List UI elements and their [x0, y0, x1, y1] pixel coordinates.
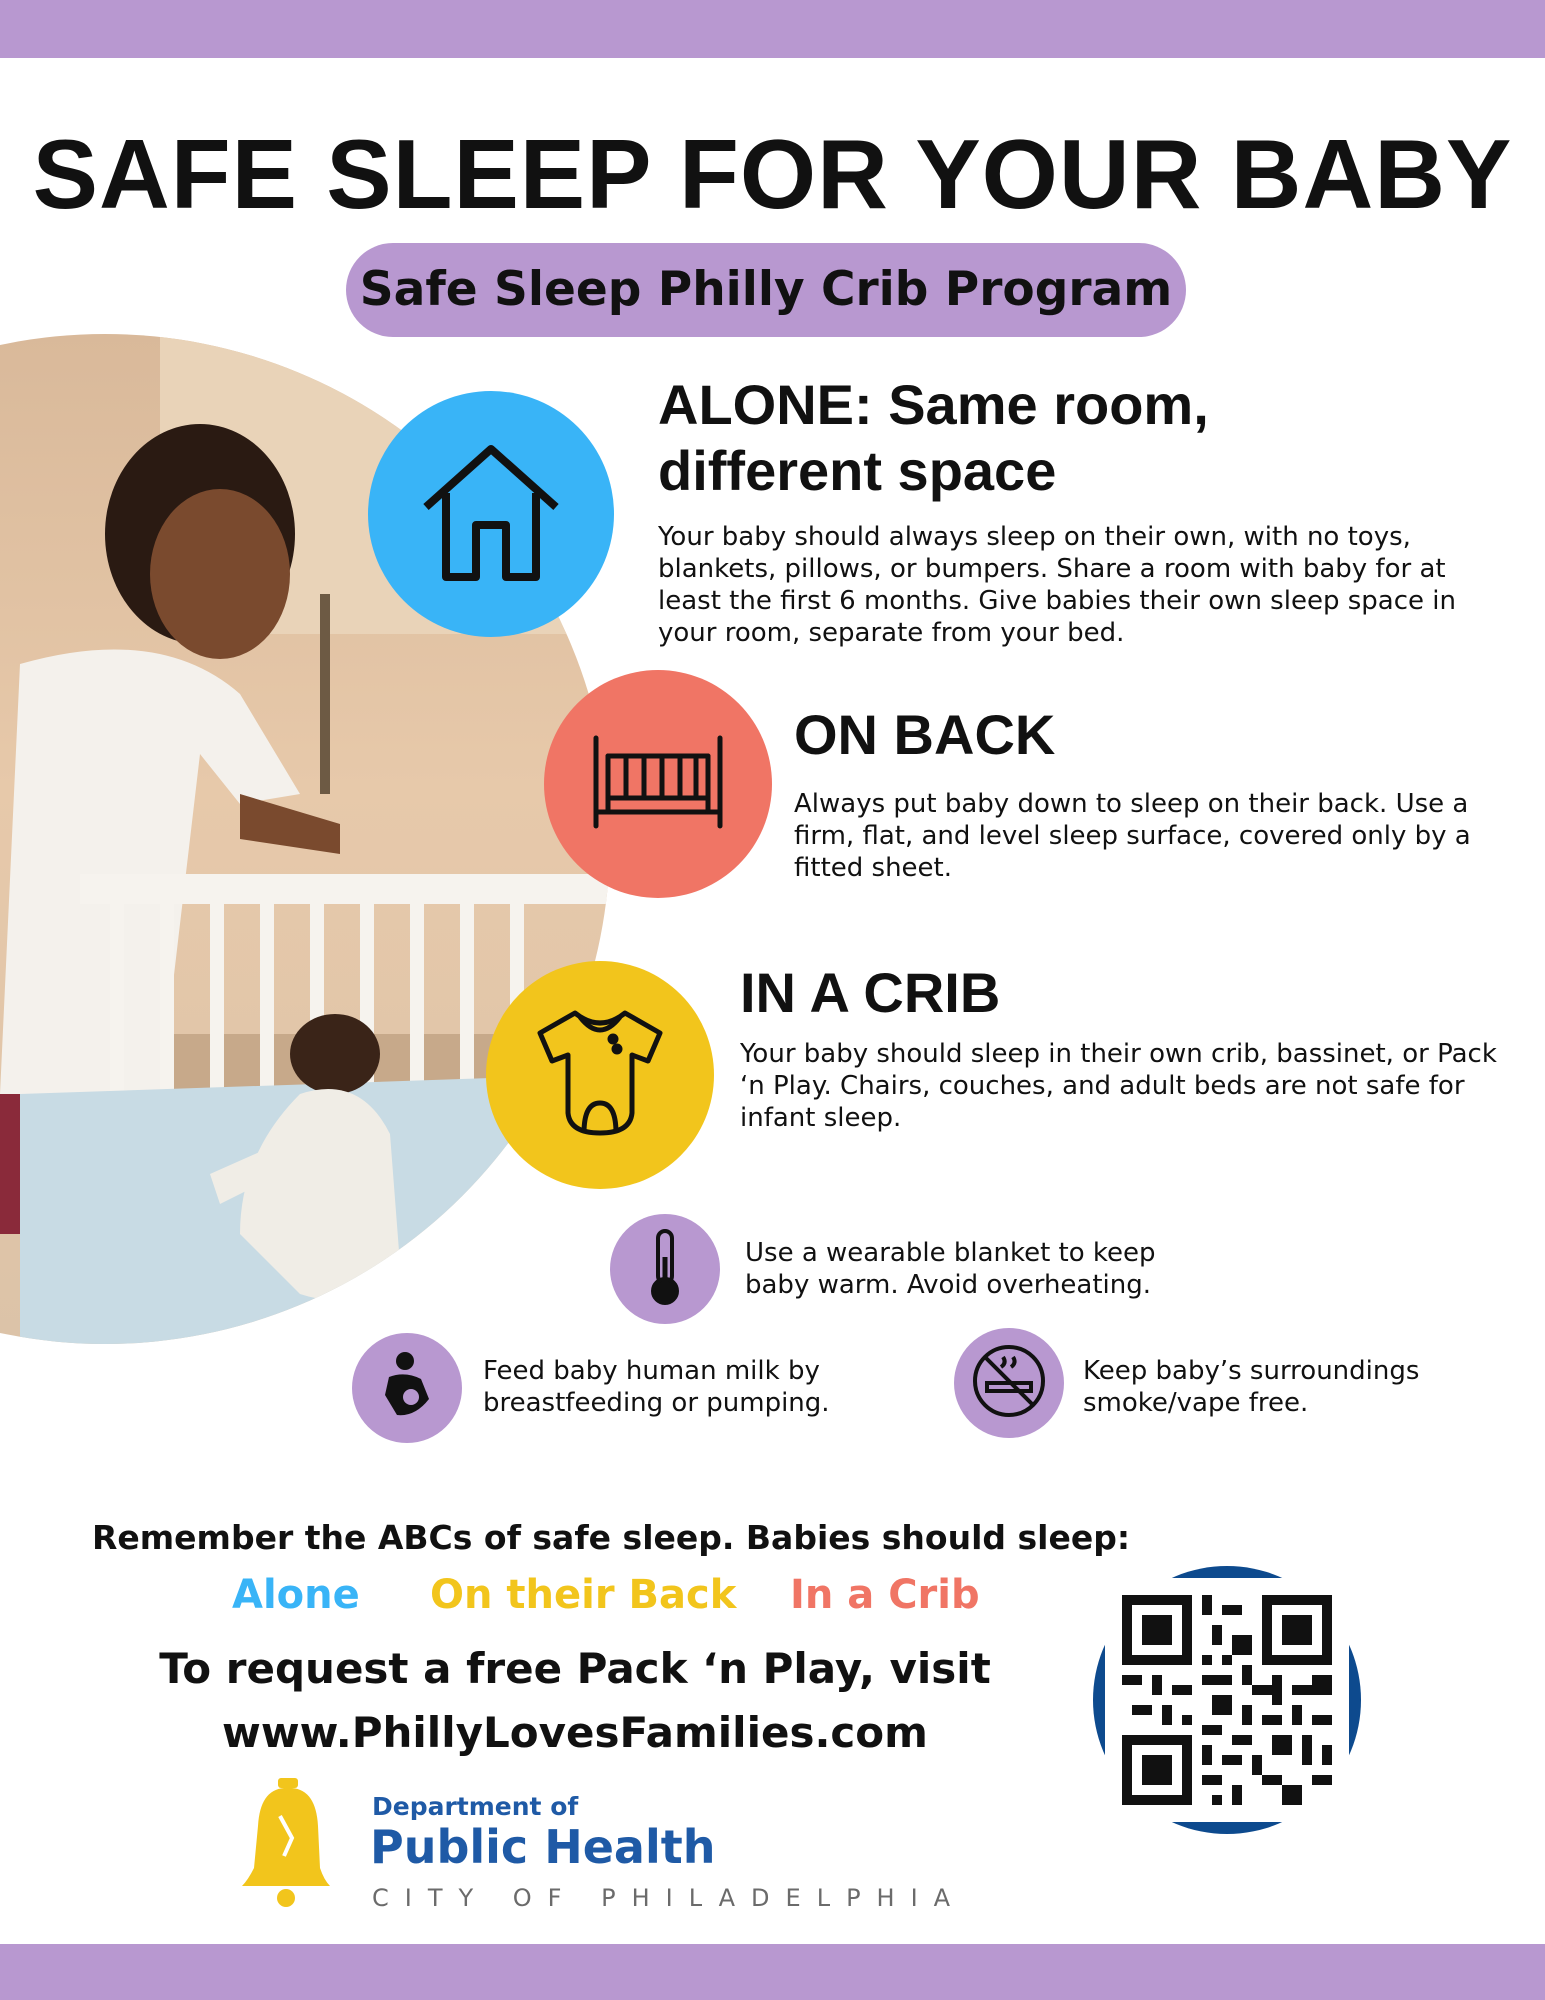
feeding-circle — [352, 1333, 462, 1443]
on-back-text: Always put baby down to sleep on their back. Use a firm, flat, and level sleep surface, covered only by a fitted sheet. — [794, 789, 1471, 883]
abc-crib: In a Crib — [790, 1572, 980, 1618]
page-title: SAFE SLEEP FOR YOUR BABY — [32, 119, 1513, 229]
on-back-heading: ON BACK — [794, 703, 1056, 766]
house-icon — [416, 437, 566, 591]
no-smoking-icon — [971, 1343, 1047, 1423]
city-text: CITY OF PHILADELPHIA — [372, 1884, 967, 1912]
in-crib-heading: IN A CRIB — [740, 961, 1001, 1024]
dept-of-text: Department of — [372, 1792, 579, 1821]
crib-icon — [588, 732, 728, 836]
onesie-icon — [530, 1003, 670, 1147]
thermometer-icon — [645, 1227, 685, 1311]
wearable-blanket-text: Use a wearable blanket to keep baby warm. Avoid overheating. — [745, 1238, 1156, 1300]
alone-heading — [658, 372, 1278, 504]
website-link[interactable]: www.PhillyLovesFamilies.com — [222, 1708, 928, 1757]
thermometer-circle — [610, 1214, 720, 1324]
abc-back: On their Back — [430, 1572, 737, 1618]
bottom-band — [0, 1944, 1545, 2000]
in-crib-text: Your baby should sleep in their own crib, bassinet, or Pack ‘n Play. Chairs, couches, and adult beds are not safe for infant sleep. — [740, 1039, 1497, 1133]
qr-code[interactable] — [1105, 1578, 1349, 1822]
program-pill: Safe Sleep Philly Crib Program — [346, 243, 1186, 337]
smoke-free-text: Keep baby’s surroundings smoke/vape free. — [1083, 1356, 1420, 1418]
abc-alone: Alone — [232, 1572, 360, 1618]
breastfeeding-icon — [375, 1351, 439, 1425]
top-band — [0, 0, 1545, 58]
qr-circle — [1093, 1566, 1361, 1834]
no-smoking-circle — [954, 1328, 1064, 1438]
request-text: To request a free Pack ‘n Play, visit — [159, 1644, 991, 1693]
crib-circle — [544, 670, 772, 898]
onesie-circle — [486, 961, 714, 1189]
abc-intro: Remember the ABCs of safe sleep. Babies should sleep: — [92, 1518, 1131, 1557]
alone-text: Your baby should always sleep on their own, with no toys, blankets, pillows, or bumpers. Share a room with baby for at least the first 6 months. Give babies their own sleep space in your room, separate from your bed. — [658, 522, 1456, 648]
feeding-text: Feed baby human milk by breastfeeding or pumping. — [483, 1356, 830, 1418]
dept-name-text: Public Health — [370, 1820, 716, 1874]
house-circle — [368, 391, 614, 637]
alone-heading-line1: ALONE: Same room, — [658, 373, 1209, 436]
qr-code-icon — [1122, 1595, 1332, 1805]
alone-heading-line2: different space — [658, 439, 1057, 502]
